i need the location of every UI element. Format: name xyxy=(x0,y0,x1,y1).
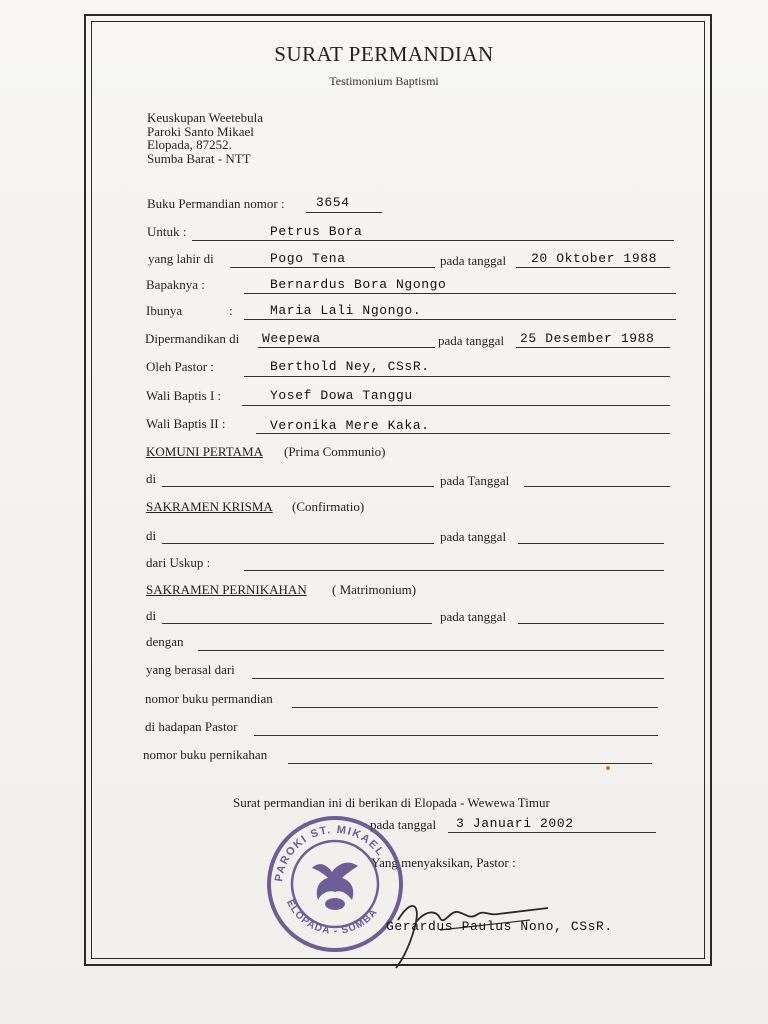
document-subtitle: Testimonium Baptismi xyxy=(329,74,439,88)
godparent2-label: Wali Baptis II : xyxy=(146,416,226,431)
communion-heading: KOMUNI PERTAMA xyxy=(146,444,263,459)
mother-label: Ibunya xyxy=(146,303,183,318)
birth-row xyxy=(0,251,768,273)
issued-statement: Surat permandian ini di berikan di Elopada - Wewewa Timur xyxy=(233,795,550,810)
priest-row xyxy=(0,359,768,381)
baptized-date-label: pada tanggal xyxy=(438,333,505,348)
godparent1-label: Wali Baptis I : xyxy=(146,388,222,403)
baptized-row xyxy=(0,331,768,353)
birth-date-label: pada tanggal xyxy=(440,253,507,268)
confirmation-heading-row xyxy=(0,499,768,521)
marriage-priest-row xyxy=(0,719,768,741)
baptized-place-label: Dipermandikan di xyxy=(145,331,240,346)
confirmation-place-label: di xyxy=(146,528,157,543)
marriage-heading: SAKRAMEN PERNIKAHAN xyxy=(146,582,307,597)
eagle-emblem-icon xyxy=(312,863,358,910)
bishop-label: dari Uskup : xyxy=(146,555,211,570)
marriage-row xyxy=(0,608,768,630)
communion-note: (Prima Communio) xyxy=(284,444,386,459)
document-title: SURAT PERMANDIAN xyxy=(274,42,494,66)
confirmation-row xyxy=(0,528,768,550)
for-label: Untuk : xyxy=(147,224,187,239)
godparent1-value: Yosef Dowa Tanggu xyxy=(270,388,413,403)
spouse-baptism-book-label: nomor buku permandian xyxy=(145,691,273,706)
marriage-date-label: pada tanggal xyxy=(440,609,507,624)
book-number-label: Buku Permandian nomor : xyxy=(147,196,285,211)
communion-place-label: di xyxy=(146,471,157,486)
communion-heading-row xyxy=(0,444,768,466)
communion-date-label: pada Tanggal xyxy=(440,473,510,488)
priest-value: Berthold Ney, CSsR. xyxy=(270,359,430,374)
spouse-baptism-book-row xyxy=(0,691,768,713)
birth-place-label: yang lahir di xyxy=(148,251,214,266)
bishop-row xyxy=(0,555,768,577)
confirmation-note: (Confirmatio) xyxy=(292,499,365,514)
godparent2-value: Veronika Mere Kaka. xyxy=(270,418,430,433)
marriage-heading-row xyxy=(0,582,768,604)
priest-label: Oleh Pastor : xyxy=(146,359,214,374)
marriage-place-label: di xyxy=(146,608,157,623)
mother-value: Maria Lali Ngongo. xyxy=(270,303,422,318)
baptized-place-value: Weepewa xyxy=(262,331,321,346)
address-line-1: Keuskupan Weetebula xyxy=(147,110,264,125)
father-value: Bernardus Bora Ngongo xyxy=(270,277,447,292)
father-row xyxy=(0,277,768,299)
stamp-bottom-text: ELOPADA - SUMBA xyxy=(284,898,381,937)
confirmation-date-label: pada tanggal xyxy=(440,529,507,544)
mother-row xyxy=(0,303,768,325)
for-value: Petrus Bora xyxy=(270,224,363,239)
mother-colon: : xyxy=(229,303,233,318)
spouse-label: dengan xyxy=(146,634,184,649)
issued-date-label: pada tanggal xyxy=(370,817,437,832)
father-label: Bapaknya : xyxy=(146,277,205,292)
birth-date-value: 20 Oktober 1988 xyxy=(531,251,658,266)
marriage-note: ( Matrimonium) xyxy=(332,582,417,597)
godparent2-row xyxy=(0,416,768,438)
marriage-priest-label: di hadapan Pastor xyxy=(145,719,238,734)
address-line-4: Sumba Barat - NTT xyxy=(147,150,251,166)
address-line-2: Paroki Santo Mikael xyxy=(147,123,254,139)
address-line-3: Elopada, 87252. xyxy=(147,137,232,152)
godparent1-row xyxy=(0,388,768,410)
stamp-top-text: PAROKI ST. MIKAEL xyxy=(273,823,387,883)
ink-spot xyxy=(606,766,610,770)
book-number-value: 3654 xyxy=(316,195,350,210)
pastor-name: Gerardus Paulus Nono, CSsR. xyxy=(386,919,613,934)
parish-address xyxy=(147,111,263,165)
issued-date-value: 3 Januari 2002 xyxy=(456,816,574,831)
communion-row xyxy=(0,471,768,493)
origin-label: yang berasal dari xyxy=(146,662,235,677)
origin-row xyxy=(0,662,768,684)
confirmation-heading: SAKRAMEN KRISMA xyxy=(146,499,273,514)
for-row xyxy=(0,224,768,246)
book-number-row xyxy=(0,196,768,218)
spouse-row xyxy=(0,634,768,656)
witness-label: Yang menyaksikan, Pastor : xyxy=(371,855,516,870)
baptized-date-value: 25 Desember 1988 xyxy=(520,331,655,346)
marriage-book-label: nomor buku pernikahan xyxy=(143,747,268,762)
marriage-book-row xyxy=(0,747,768,769)
birth-place-value: Pogo Tena xyxy=(270,251,346,266)
